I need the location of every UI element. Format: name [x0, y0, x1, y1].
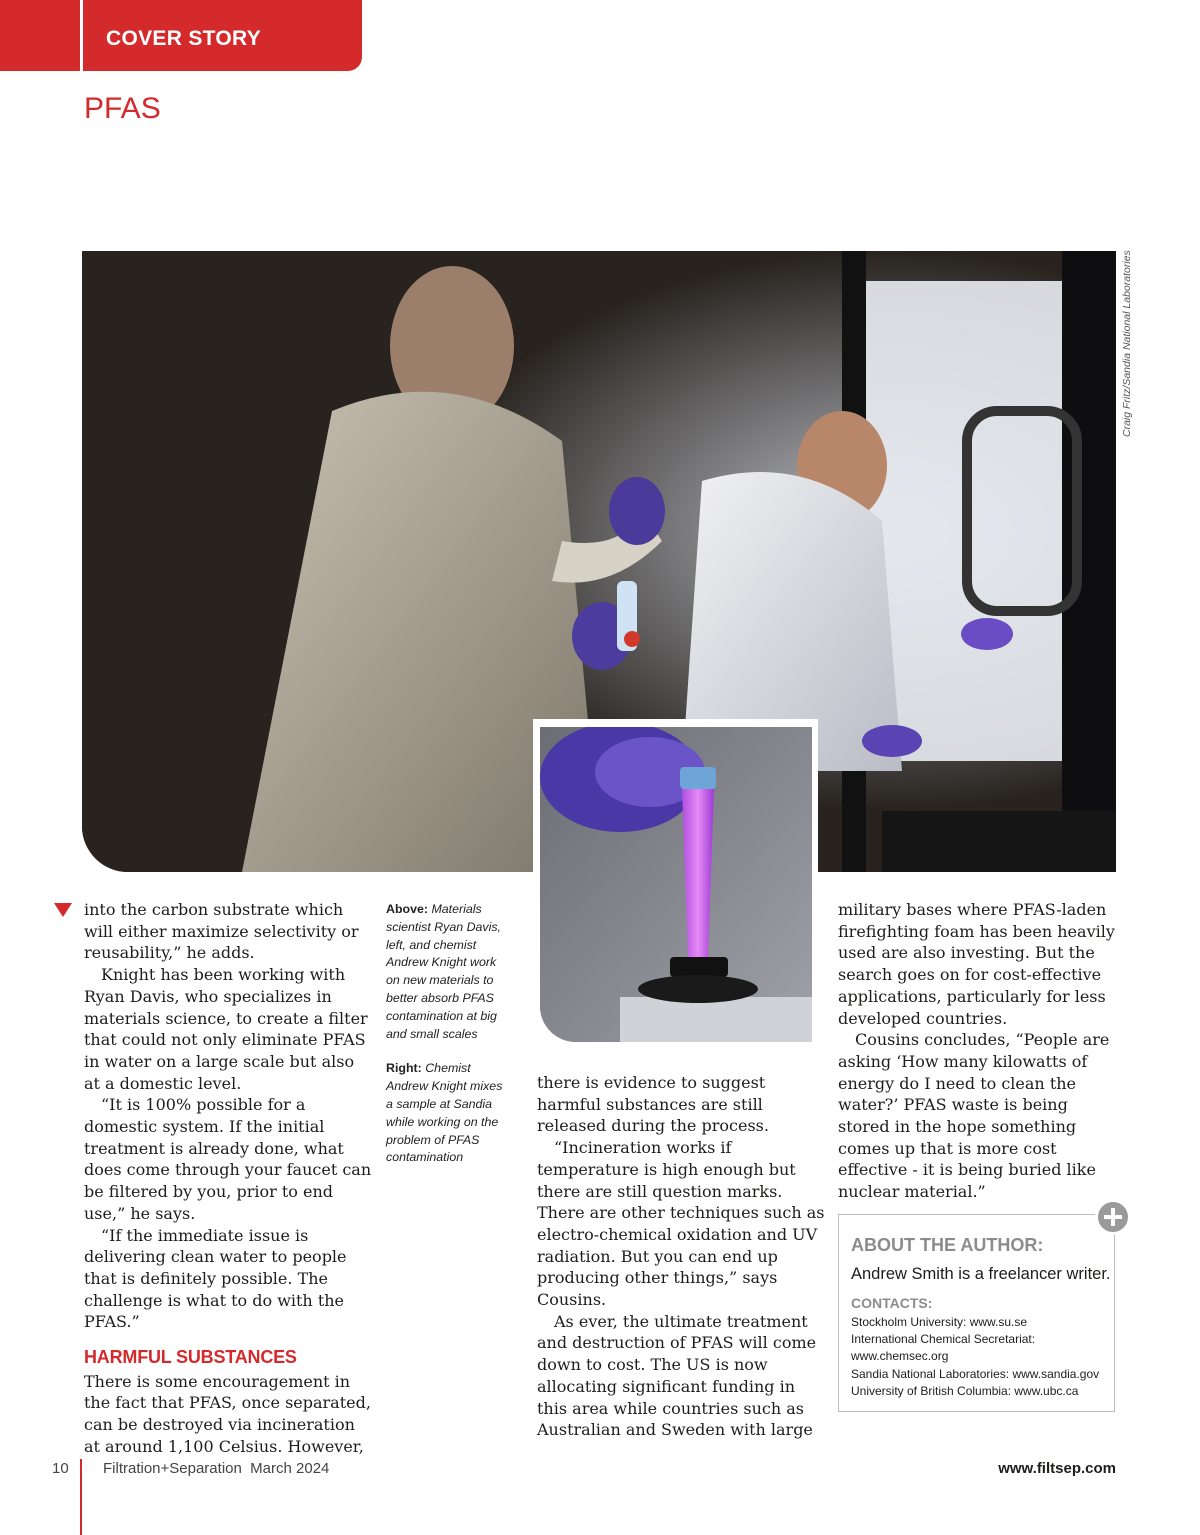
- subheading: HARMFUL SUBSTANCES: [84, 1347, 297, 1368]
- author-box-heading: ABOUT THE AUTHOR:: [851, 1235, 1044, 1255]
- photo-captions: [386, 901, 511, 1184]
- paragraph: “If the immediate issue is delivering clean water to people that is definitely possible. The challenge is what to do with the PFAS.”: [84, 1225, 347, 1332]
- footer-url[interactable]: www.filtsep.com: [998, 1460, 1116, 1477]
- caption-above: [386, 901, 511, 1043]
- footer-publication: Filtration+Separation March 2024: [103, 1460, 330, 1477]
- caption-text: Materials scientist Ryan Davis, left, and chemist Andrew Knight work on new materials to better absorb PFAS contamination at big and small scales: [386, 902, 501, 1041]
- tab-divider: [80, 0, 83, 71]
- caption-text: Chemist Andrew Knight mixes a sample at Sandia while working on the problem of PFAS contamination: [386, 1061, 503, 1165]
- author-bio: Andrew Smith is a freelancer writer.: [851, 1265, 1111, 1283]
- caption-lead: Above:: [386, 902, 428, 916]
- page-number: 10: [52, 1460, 69, 1477]
- paragraph: military bases where PFAS-laden firefighting foam has been heavily used are also investing. But the search goes on for cost-effective applications, particularly for less developed countries.: [838, 900, 1115, 1028]
- section-label: COVER STORY: [106, 27, 261, 50]
- contact-item: International Chemical Secretariat: www.chemsec.org: [851, 1332, 1036, 1364]
- paragraph: Cousins concludes, “People are asking ‘How many kilowatts of energy do I need to clean the water?’ PFAS waste is being stored in the hope something comes up that is more cost effective - it is being buried like nuclear material.”: [838, 1030, 1110, 1202]
- paragraph: there is evidence to suggest harmful substances are still released during the process.: [537, 1073, 769, 1136]
- contact-item: Sandia National Laboratories: www.sandia.gov: [851, 1366, 1100, 1381]
- inset-photo: [540, 727, 812, 1042]
- paragraph: “It is 100% possible for a domestic system. If the initial treatment is already done, what does come through your faucet can be filtered by you, prior to end use,” he says.: [84, 1095, 372, 1223]
- article-column-1: [84, 899, 374, 1458]
- contacts-heading: CONTACTS:: [851, 1295, 933, 1311]
- author-box: [838, 1214, 1115, 1412]
- triangle-down-icon: [54, 903, 72, 917]
- paragraph: As ever, the ultimate treatment and destruction of PFAS will come down to cost. The US is now allocating significant funding in this area while countries such as Australian and Sweden with large: [537, 1311, 817, 1440]
- article-column-4: [838, 899, 1123, 1203]
- photo-credit: Craig Fritz/Sandia National Laboratories: [1121, 250, 1133, 437]
- paragraph: “Incineration works if temperature is high enough but there are still question marks. There are other techniques such as electro-chemical oxidation and UV radiation. But you can end up producing other things,” says Cousins.: [537, 1138, 825, 1310]
- caption-right: [386, 1060, 511, 1167]
- plus-circle-icon: [1095, 1199, 1131, 1235]
- caption-lead: Right:: [386, 1061, 422, 1076]
- article-column-3: [537, 1072, 827, 1441]
- paragraph: into the carbon substrate which will either maximize selectivity or reusability,” he adds.: [84, 900, 359, 963]
- contact-item: University of British Columbia: www.ubc.ca: [851, 1383, 1079, 1398]
- paragraph: Knight has been working with Ryan Davis, who specializes in materials science, to create a filter that could not only eliminate PFAS in water on a large scale but also at a domestic level.: [84, 965, 368, 1093]
- contact-item: Stockholm University: www.su.se: [851, 1315, 1028, 1329]
- paragraph: There is some encouragement in the fact that PFAS, once separated, can be destroyed via incineration at around 1,100 Celsius. However,: [84, 1371, 371, 1456]
- page-topic: PFAS: [84, 92, 161, 125]
- contacts-list: [851, 1314, 1109, 1400]
- footer-divider: [80, 1459, 82, 1535]
